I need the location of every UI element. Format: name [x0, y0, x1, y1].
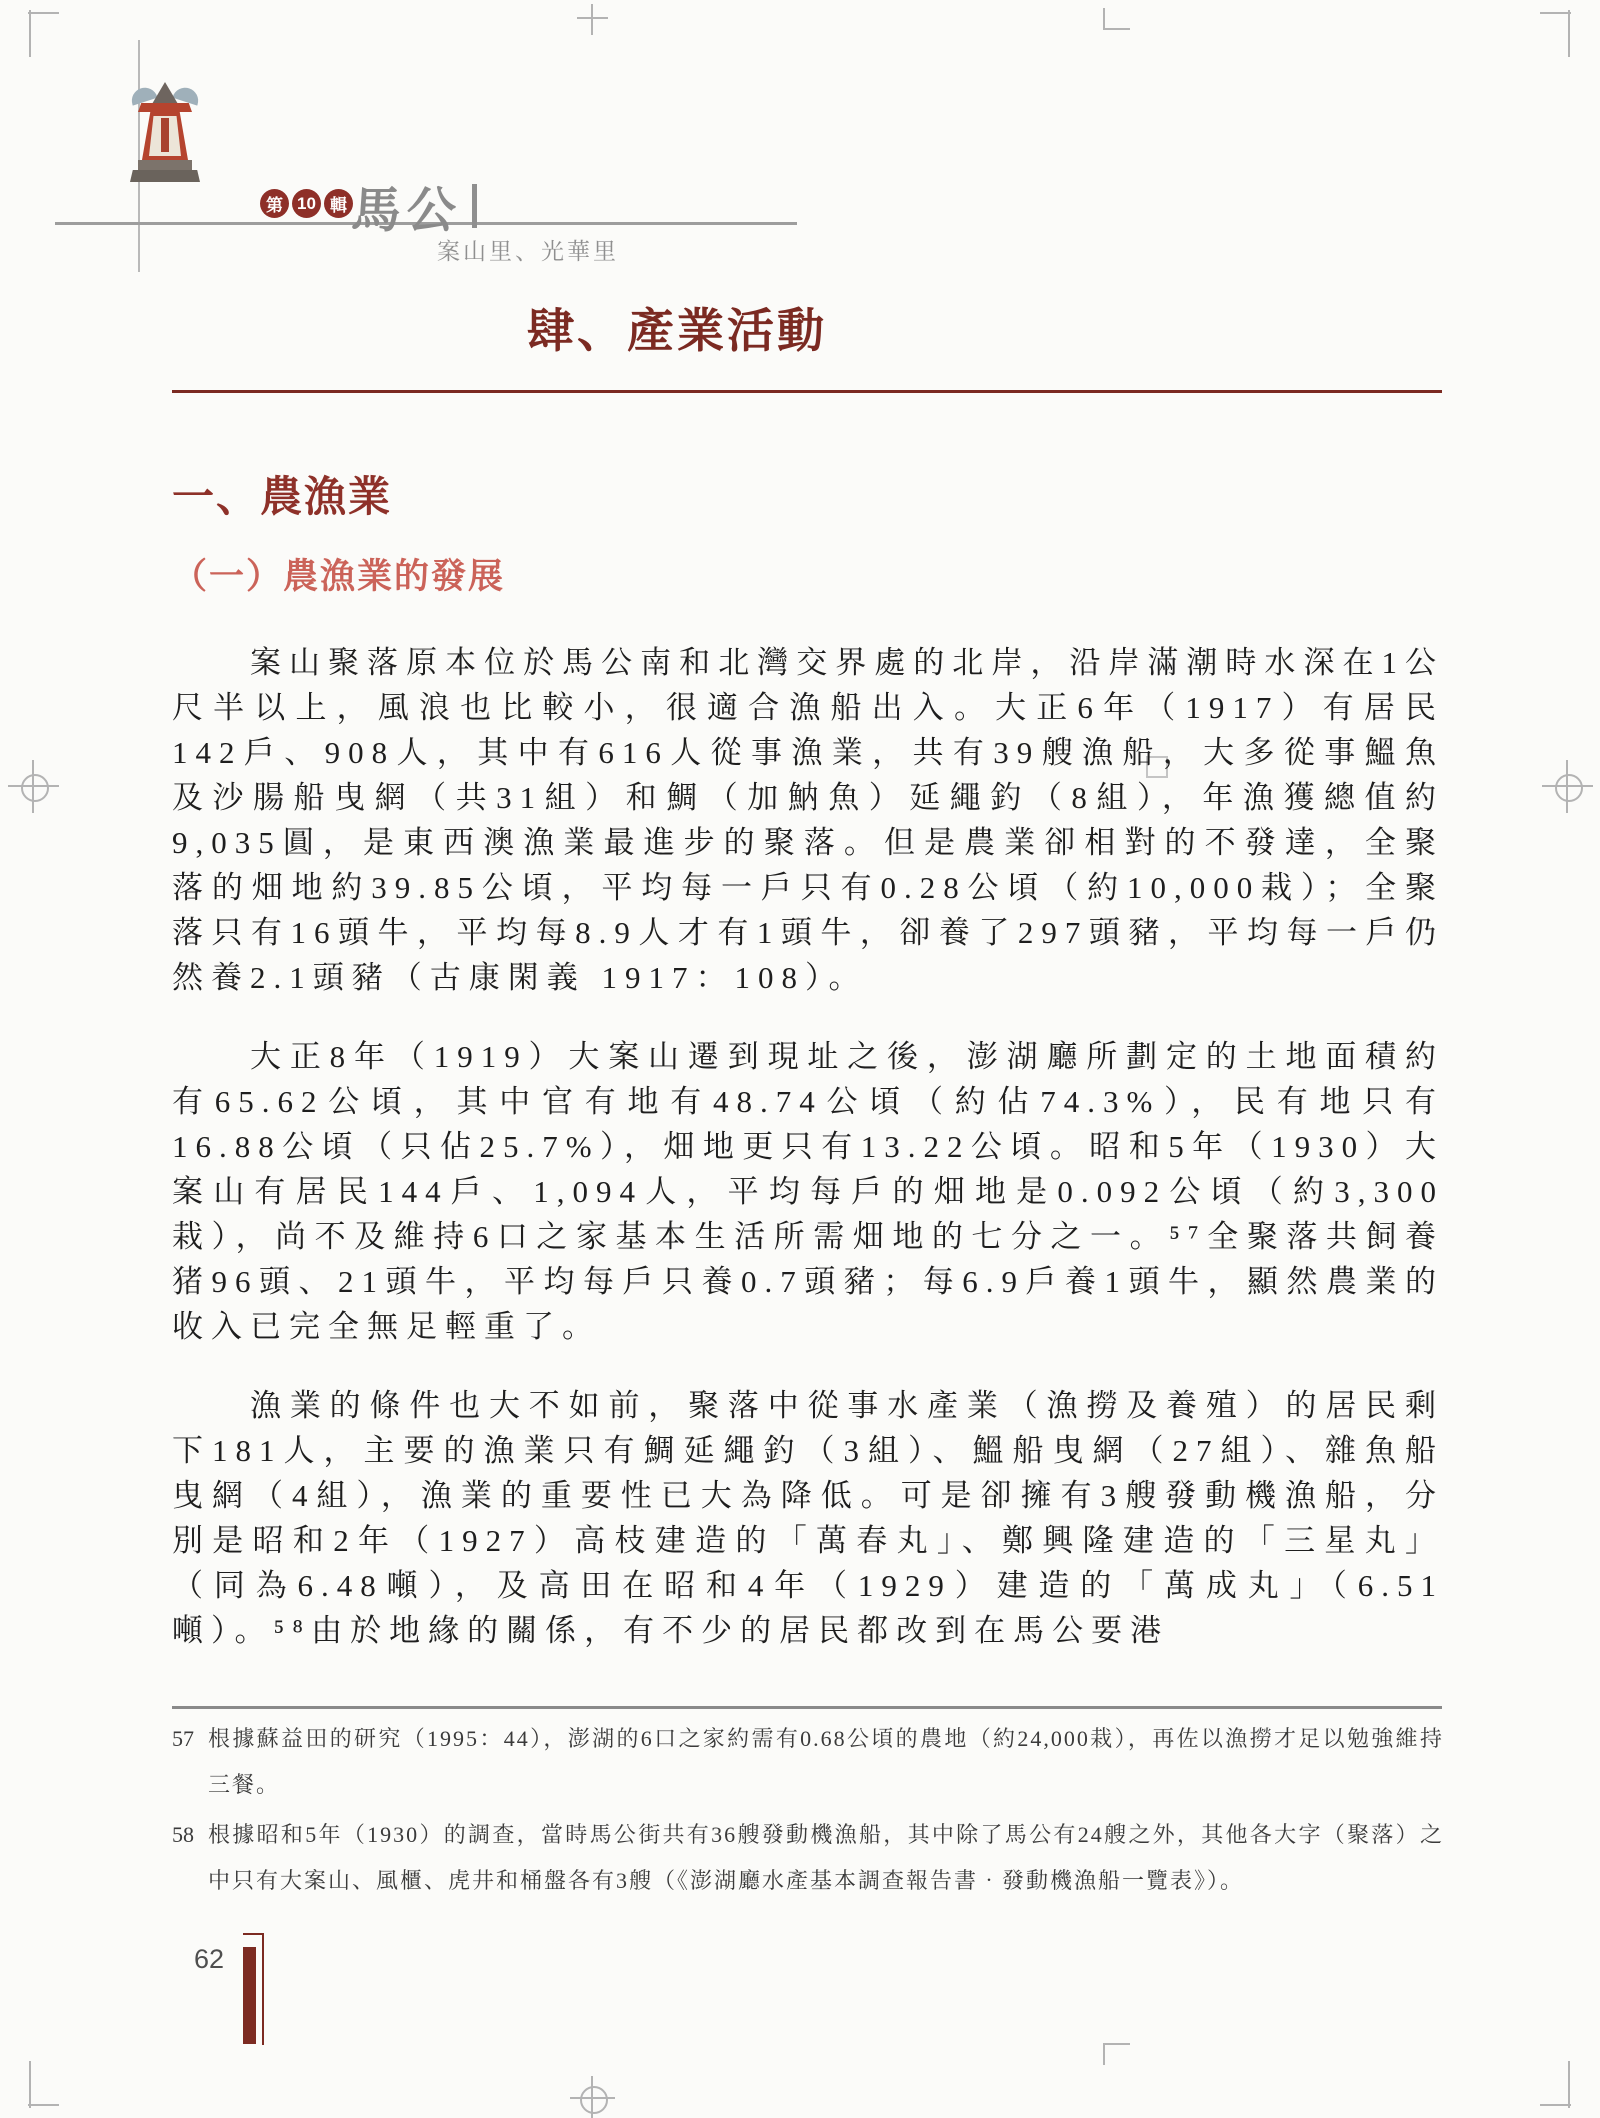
- paragraph-2: 大正8年（1919）大案山遷到現址之後，澎湖廳所劃定的土地面積約有65.62公頃，其中官有地有48.74公頃（約佔74.3%），民有地只有16.88公頃（只佔25.7%），畑地更只有13.22公頃。昭和5年（1930）大案山有居民144戶、1,094人，平均每戶的畑地是0.092公頃（約3,300栽），尚不及維持6口之家基本生活所需畑地的七分之一。⁵⁷全聚落共飼養猪96頭、21頭牛，平均每戶只養0.7頭豬；每6.9戶養1頭牛，顯然農業的收入已完全無足輕重了。: [172, 1039, 1444, 1344]
- logo-plaque: [161, 118, 169, 152]
- register-mark-bottom-center-circle: [580, 2086, 608, 2114]
- paragraph-3: 漁業的條件也大不如前，聚落中從事水產業（漁撈及養殖）的居民剩下181人，主要的漁業只有鯛延繩釣（3組）、鰮船曳網（27組）、雜魚船曳網（4組），漁業的重要性已大為降低。可是卻擁有3艘發動機漁船，分別是昭和2年（1927）高枝建造的「萬春丸」、鄭興隆建造的「三星丸」（同為6.48噸），及高田在昭和4年（1929）建造的「萬成丸」（6.51噸）。⁵⁸由於地緣的關係，有不少的居民都改到在馬公要港: [172, 1388, 1444, 1648]
- footnote-text: 根據蘇益田的研究（1995：44），澎湖的6口之家約需有0.68公頃的農地（約24,000栽），再佐以漁撈才足以勉強維持三餐。: [208, 1726, 1444, 1797]
- monument-logo-icon: [128, 82, 202, 184]
- register-mark-top-center-v: [591, 4, 593, 35]
- register-mark-right-circle: [1555, 774, 1583, 802]
- crop-mark-top-right-v: [1568, 10, 1570, 57]
- title-rule: [172, 390, 1442, 393]
- series-badge-circle: 第: [260, 189, 289, 218]
- crop-mark-bottom-left-v: [29, 2061, 31, 2108]
- crop-mark-bottom-left-h: [28, 2104, 59, 2106]
- page-number-bar-line-h: [243, 1933, 264, 1935]
- register-mark-left-circle: [21, 774, 49, 802]
- page-number: 62: [194, 1944, 225, 1974]
- brand-calligraphy: 馬公: [349, 183, 464, 238]
- brand-divider-bar: [472, 184, 477, 228]
- trim-mark-bottom-inner-v: [1103, 2043, 1105, 2065]
- trim-mark-bottom-inner-h: [1103, 2043, 1130, 2045]
- logo-base-upper: [138, 160, 192, 170]
- crop-mark-bottom-right-h: [1540, 2104, 1571, 2106]
- logo-cap: [138, 103, 192, 112]
- page-number-bar: [243, 1947, 256, 2044]
- series-badge-circle: 10: [292, 189, 321, 218]
- trim-mark-top-inner-h: [1103, 28, 1130, 30]
- footnote-57: [172, 1716, 1444, 1808]
- footnotes: [172, 1716, 1444, 1908]
- register-mark-right-h: [1542, 785, 1593, 787]
- logo-base-lower: [130, 170, 200, 182]
- subsection-heading: （一）農漁業的發展: [172, 557, 506, 596]
- register-mark-left-h: [8, 785, 59, 787]
- crop-mark-top-right-h: [1540, 12, 1571, 14]
- body-text: [172, 640, 1444, 1687]
- register-mark-top-center-h: [577, 17, 608, 19]
- page-number-bar-line-v: [262, 1933, 264, 2045]
- paragraph-1: 案山聚落原本位於馬公南和北灣交界處的北岸，沿岸滿潮時水深在1公尺半以上，風浪也比較小，很適合漁船出入。大正6年（1917）有居民142戶、908人，其中有616人從事漁業，共有39艘漁船，大多從事鰮魚及沙腸船曳網（共31組）和鯛（加魶魚）延繩釣（8組），年漁獲總值約9,035圓，是東西澳漁業最進步的聚落。但是農業卻相對的不發達，全聚落的畑地約39.85公頃，平均每一戶只有0.28公頃（約10,000栽）；全聚落只有16頭牛，平均每8.9人才有1頭牛，卻養了297頭豬，平均每一戶仍然養2.1頭豬（古康閑義 1917：108）。: [172, 645, 1444, 995]
- page-title: 肆、產業活動: [527, 306, 827, 358]
- register-mark-bottom-center-h: [570, 2097, 615, 2099]
- series-badge: [260, 189, 353, 218]
- series-badge-circle: 輯: [324, 189, 353, 218]
- footnote-number: 57: [172, 1726, 194, 1751]
- crop-mark-bottom-right-v: [1568, 2061, 1570, 2108]
- trim-mark-top-inner-v: [1103, 8, 1105, 30]
- section-heading: 一、農漁業: [172, 475, 393, 521]
- header-subtitle: 案山里、光華里: [437, 239, 619, 264]
- footnote-58: [172, 1812, 1444, 1904]
- footnote-number: 58: [172, 1822, 194, 1847]
- crop-mark-top-left-v: [29, 10, 31, 57]
- footnote-separator: [172, 1706, 1442, 1709]
- footnote-text: 根據昭和5年（1930）的調查，當時馬公街共有36艘發動機漁船，其中除了馬公有24艘之外，其他各大字（聚落）之中只有大案山、風櫃、虎井和桶盤各有3艘（《澎湖廳水產基本調查報告書‧發動機漁船一覽表》）。: [208, 1822, 1444, 1893]
- crop-mark-top-left-h: [28, 12, 59, 14]
